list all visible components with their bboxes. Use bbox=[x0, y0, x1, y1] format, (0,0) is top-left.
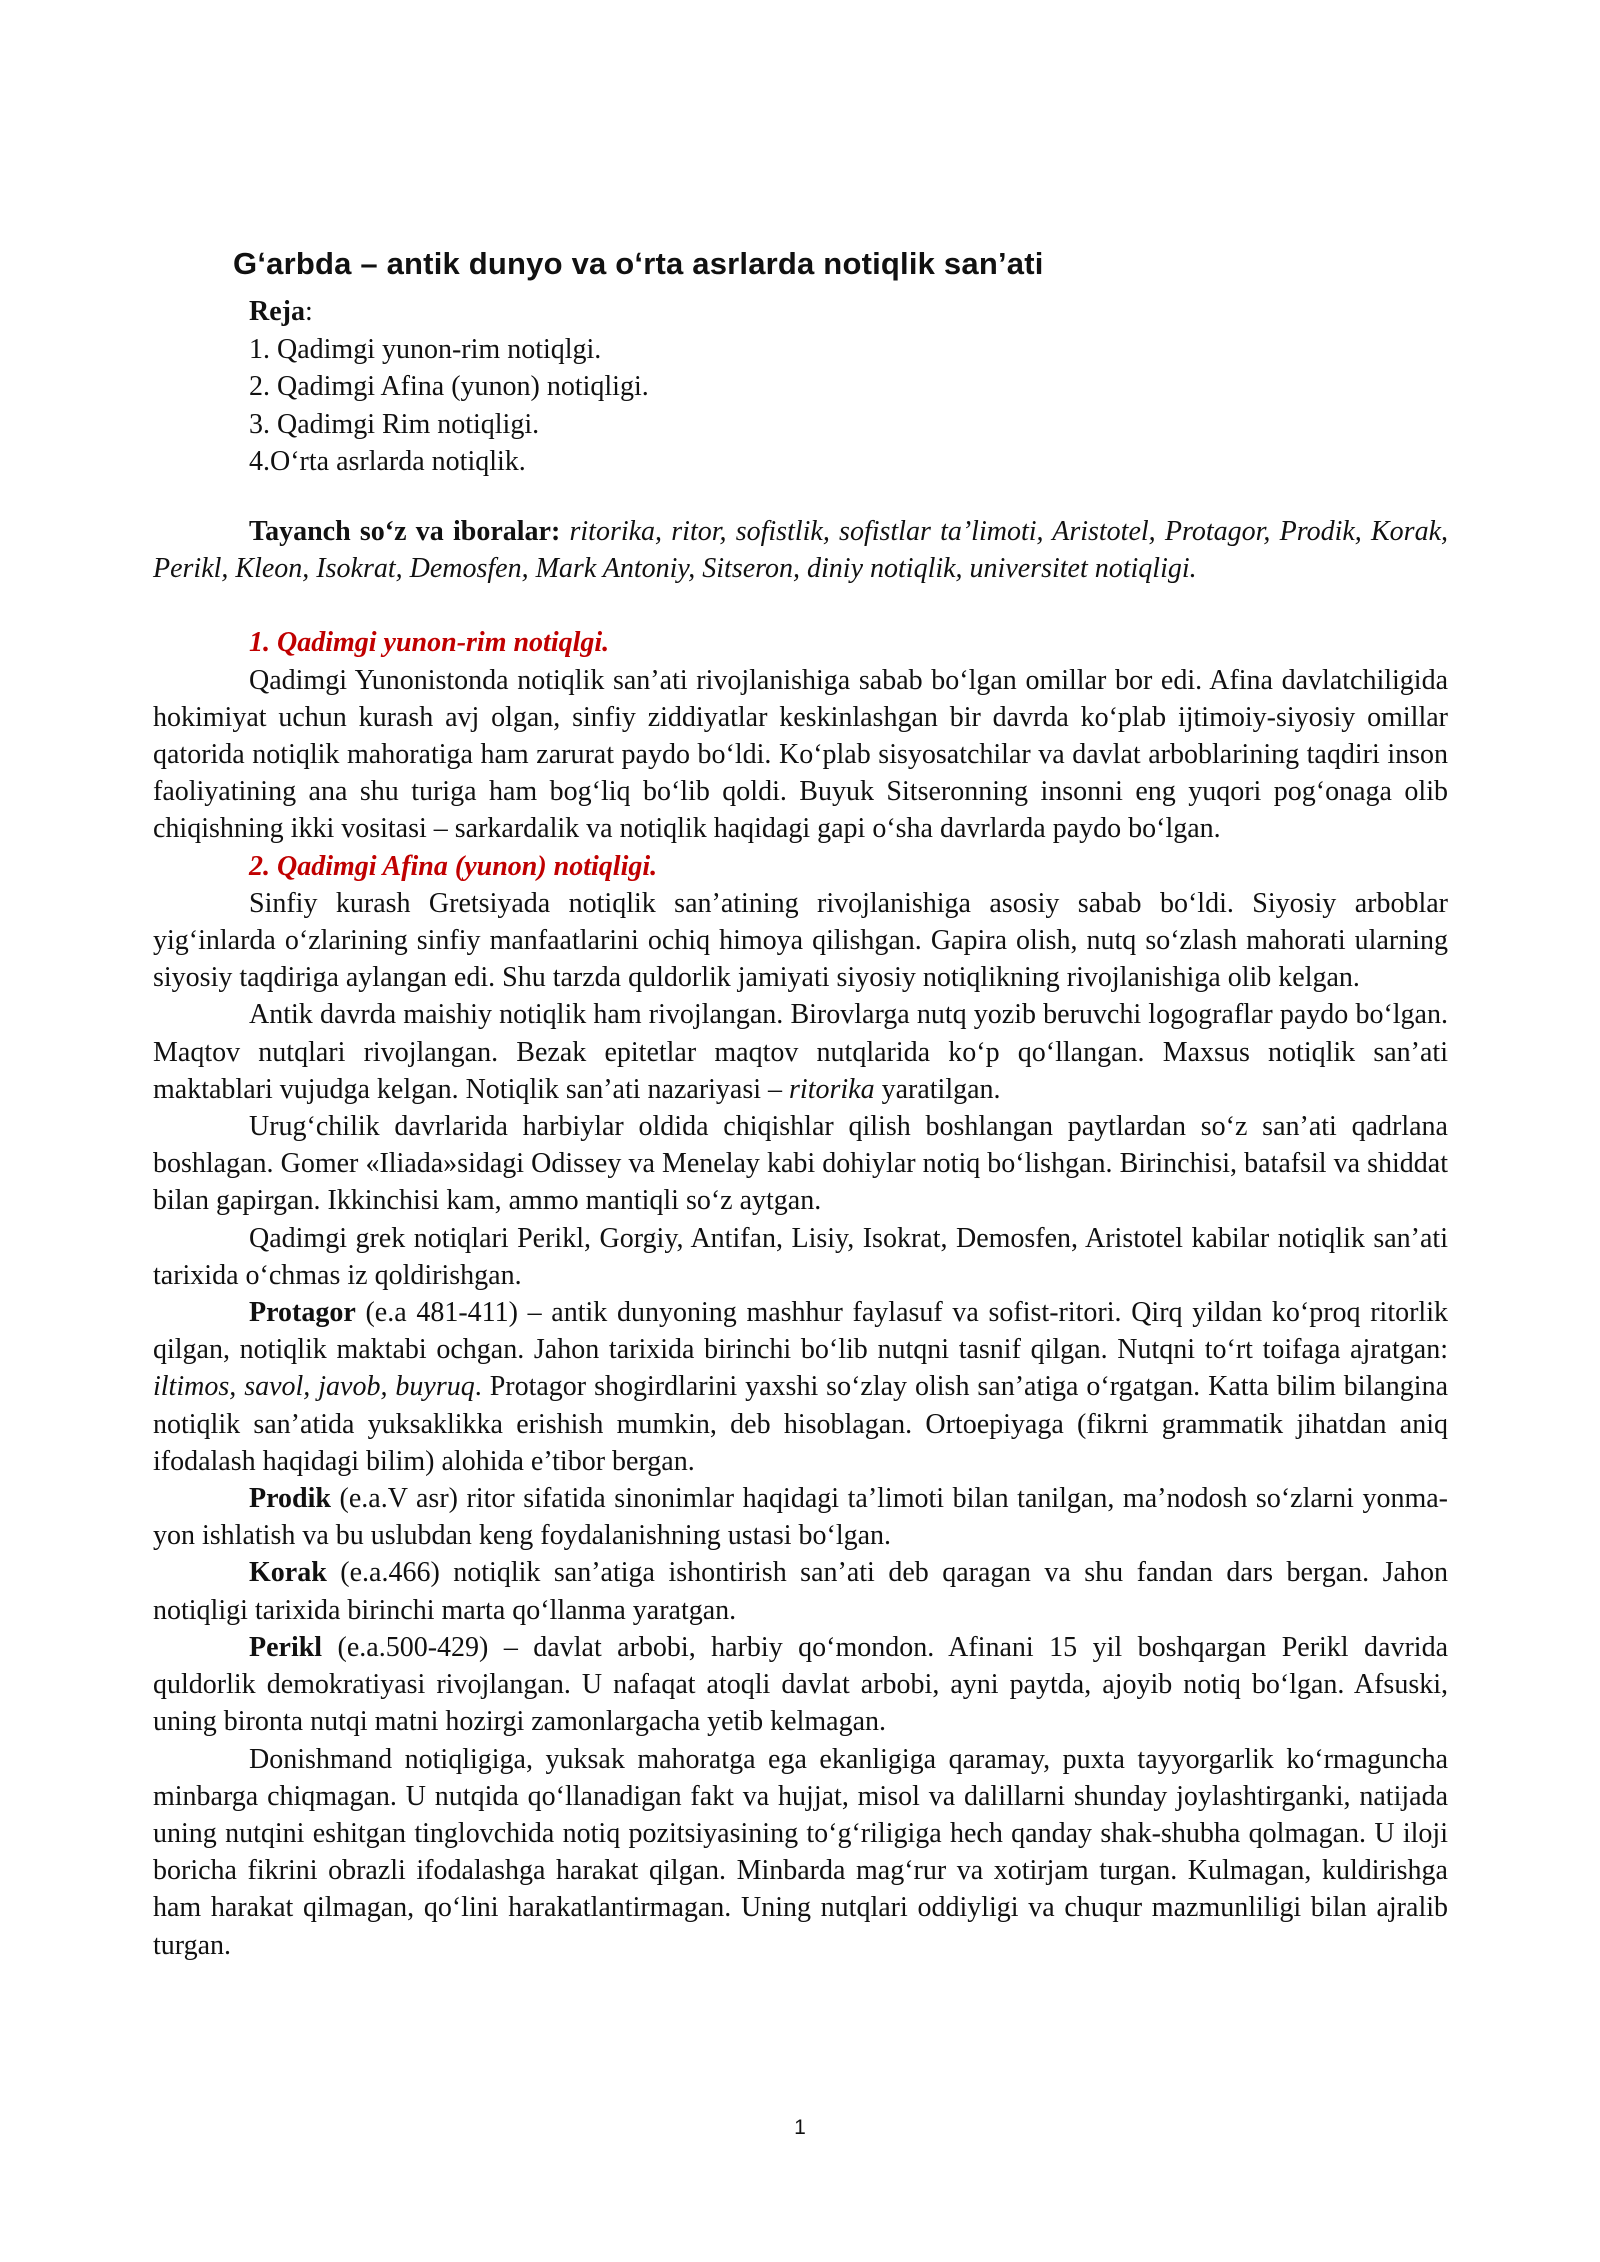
section-1-paragraph: Qadimgi Yunonistonda notiqlik san’ati rivojlanishiga sabab boʻlgan omillar bor edi. Afina davlatchiligida hokimiyat uchun kurash avj olgan, sinfiy ziddiyatlar keskinlashgan bir davrda koʻplab ijtimoiy-siyosiy omillar qatorida notiqlik mahoratiga ham zarurat paydo boʻldi. Koʻplab sisyosatchilar va davlat arboblarining taqdiri inson faoliyatining ana shu turiga ham bogʻliq boʻlib qoldi. Buyuk Sitseronning insonni eng yuqori pogʻonaga olib chiqishning ikki vositasi – sarkardalik va notiqlik haqidagi gapi oʻsha davrlarda paydo boʻlgan. bbox=[153, 664, 1448, 845]
section-2-paragraph-3: Urugʻchilik davrlarida harbiylar oldida chiqishlar qilish boshlangan paytlardan soʻz san’ati qadrlana boshlagan. Gomer «Iliada»sidagi Odissey va Menelay kabi dohiylar notiq boʻlishgan. Birinchisi, batafsil va shiddat bilan gapirgan. Ikkinchisi kam, ammo mantiqli soʻz aytgan. bbox=[153, 1111, 1448, 1217]
paragraph-text: (e.a 481-411) – antik dunyoning mashhur faylasuf va sofist-ritori. Qirq yildan koʻproq ritorlik qilgan, notiqlik maktabi ochgan. Jahon tarixida birinchi boʻlib nutqni tasnif qilgan. Nutqni toʻrt toifaga ajratgan: bbox=[153, 1297, 1448, 1366]
protagor-name: Protagor bbox=[249, 1297, 356, 1329]
prodik-name: Prodik bbox=[249, 1483, 331, 1515]
keywords-label: Tayanch soʻz va iboralar: bbox=[249, 516, 561, 547]
section-2-paragraph-1: Sinfiy kurash Gretsiyada notiqlik san’atining rivojlanishiga asosiy sabab boʻldi. Siyosiy arboblar yigʻinlarda oʻzlarining sinfiy manfaatlarini ochiq himoya qilishgan. Gapira olish, nutq soʻzlash mahorati ularning siyosiy taqdiriga aylangan edi. Shu tarzda quldorlik jamiyati siyosiy notiqlikning rivojlanishiga olib kelgan. bbox=[153, 887, 1448, 994]
speech-types: iltimos, savol, javob, buyruq bbox=[153, 1371, 475, 1403]
document-title: Gʻarbda – antik dunyo va oʻrta asrlarda notiqlik san’ati bbox=[233, 246, 1044, 281]
plan-item-3: 3. Qadimgi Rim notiqligi. bbox=[249, 408, 540, 440]
plan-item-2: 2. Qadimgi Afina (yunon) notiqligi. bbox=[249, 371, 649, 402]
plan-item-1: 1. Qadimgi yunon-rim notiqlgi. bbox=[249, 333, 602, 365]
paragraph-text: Antik davrda maishiy notiqlik ham rivojlangan. Birovlarga nutq yozib beruvchi logograflar paydo boʻlgan. Maqtov nutqlari rivojlangan. Bezak epitetlar maqtov nutqlarida koʻp qoʻllangan. Maxsus notiqlik san’ati maktablari vujudga kelgan. Notiqlik san’ati nazariyasi – bbox=[153, 999, 1448, 1105]
korak-name: Korak bbox=[249, 1557, 327, 1589]
plan-label-colon: : bbox=[304, 296, 313, 327]
plan-item-4: 4.Oʻrta asrlarda notiqlik. bbox=[249, 446, 526, 477]
plan-label: Reja bbox=[249, 296, 305, 327]
paragraph-text: (e.a.V asr) ritor sifatida sinonimlar haqidagi ta’limoti bilan tanilgan, ma’nodosh soʻzlarni yonma-yon ishlatish va bu uslubdan keng foydalanishning ustasi boʻlgan. bbox=[153, 1483, 1448, 1552]
page-number: 1 bbox=[794, 2116, 806, 2139]
document-body bbox=[153, 513, 1448, 1964]
plan-block bbox=[249, 293, 649, 481]
section-2-paragraph-4: Qadimgi grek notiqlari Perikl, Gorgiy, Antifan, Lisiy, Isokrat, Demosfen, Aristotel kabilar notiqlik san’ati tarixida oʻchmas iz qoldirishgan. bbox=[153, 1222, 1448, 1291]
korak-paragraph bbox=[153, 1554, 1448, 1628]
paragraph-text: . Protagor shogirdlarini yaxshi soʻzlay olish san’atiga oʻrgatgan. Katta bilim bilangina notiqlik san’atida yuksaklikka erishish mumkin, deb hisoblagan. Ortoepiyaga (fikrni grammatik jihatdan aniq ifodalash haqidagi bilim) alohida e’tibor bergan. bbox=[153, 1371, 1448, 1477]
perikl-paragraph bbox=[153, 1629, 1448, 1741]
paragraph-text: (e.a.466) notiqlik san’atiga ishontirish san’ati deb qaragan va shu fandan dars bergan. Jahon notiqligi tarixida birinchi marta qoʻllanma yaratgan. bbox=[153, 1557, 1448, 1626]
perikl-oratory-paragraph: Donishmand notiqligiga, yuksak mahoratga ega ekanligiga qaramay, puxta tayyorgarlik koʻrmaguncha minbarga chiqmagan. U nutqida qoʻllanadigan fakt va hujjat, misol va dalillarni shunday joylashtirganki, natijada uning nutqini eshitgan tinglovchida notiq pozitsiyasining toʻgʻriligiga hech qanday shak-shubha qolmagan. U iloji boricha fikrini obrazli ifodalashga harakat qilgan. Minbarda magʻrur va xotirjam turgan. Kulmagan, kuldirishga ham harakat qilmagan, qoʻlini harakatlantirmagan. Uning nutqlari oddiyligi va chuqur mazmunliligi bilan ajralib turgan. bbox=[153, 1743, 1448, 1961]
section-2-heading: 2. Qadimgi Afina (yunon) notiqligi. bbox=[249, 850, 658, 882]
section-2-paragraph-2 bbox=[153, 996, 1448, 1108]
protagor-paragraph bbox=[153, 1294, 1448, 1480]
paragraph-text: (e.a.500-429) – davlat arbobi, harbiy qoʻmondon. Afinani 15 yil boshqargan Perikl davrida quldorlik demokratiyasi rivojlangan. U nafaqat atoqli davlat arbobi, ayni paytda, ajoyib notiq boʻlgan. Afsuski, uning bironta nutqi matni hozirgi zamonlargacha yetib kelmagan. bbox=[153, 1631, 1448, 1738]
section-1-heading: 1. Qadimgi yunon-rim notiqlgi. bbox=[249, 627, 610, 659]
perikl-name: Perikl bbox=[249, 1631, 323, 1663]
plan-label-line bbox=[249, 293, 649, 331]
paragraph-text: yaratilgan. bbox=[874, 1073, 1001, 1105]
ritorika-term: ritorika bbox=[789, 1073, 875, 1105]
keywords-text: ritorika, ritor, sofistlik, sofistlar ta’limoti, Aristotel, Protagor, Prodik, Korak, Perikl, Kleon, Isokrat, Demosfen, Mark Antoniy, Sitseron, diniy notiqlik, universitet notiqligi. bbox=[153, 516, 1448, 585]
keywords-paragraph bbox=[153, 513, 1448, 587]
prodik-paragraph bbox=[153, 1480, 1448, 1554]
